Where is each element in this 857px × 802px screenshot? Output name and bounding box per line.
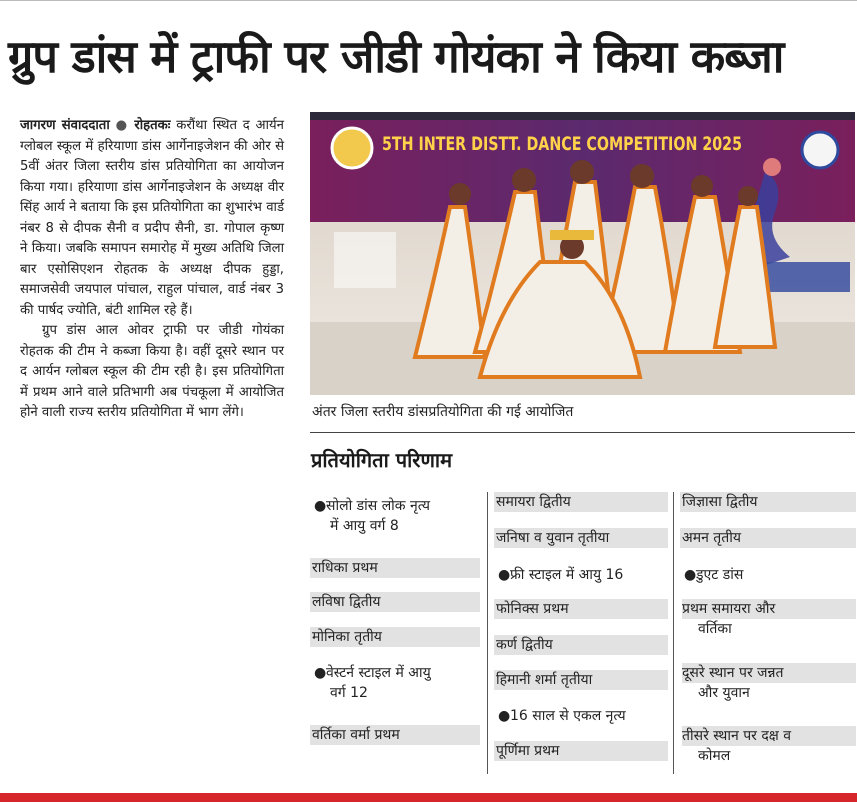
dance-group-photo [310, 112, 855, 395]
result-heading: ●फ्री स्टाइल में आयु 16 [498, 567, 624, 583]
result-row: मोनिका तृतीय [310, 627, 480, 647]
article-paragraph-1 [20, 116, 284, 321]
column-divider [487, 492, 488, 774]
headline: ग्रुप डांस में ट्राफी पर जीडी गोयंका ने किया कब्जा [8, 30, 784, 83]
bullet-icon: ● [498, 708, 511, 724]
result-row: राधिका प्रथम [310, 558, 480, 578]
article-body [20, 116, 284, 424]
result-row: दूसरे स्थान पर जन्नत और युवान [680, 663, 856, 703]
result-row: लविषा द्वितीय [310, 592, 480, 612]
bullet-icon: ● [684, 567, 697, 583]
section-divider [310, 432, 855, 433]
results-title: प्रतियोगिता परिणाम [311, 448, 453, 472]
result-row: हिमानी शर्मा तृतीया [494, 670, 668, 690]
result-row: फोनिक्स प्रथम [494, 599, 668, 619]
result-heading: ●सोलो डांस लोक नृत्य में आयु वर्ग 8 [314, 498, 430, 534]
result-row: पूर्णिमा प्रथम [494, 741, 668, 761]
bottom-accent-bar [0, 793, 857, 802]
result-heading: ●वेस्टर्न स्टाइल में आयु वर्ग 12 [314, 665, 431, 701]
byline: जागरण संवाददाता [20, 118, 110, 133]
top-clipped-strip [0, 0, 857, 8]
result-row: वर्तिका वर्मा प्रथम [310, 725, 480, 745]
result-row: समायरा द्वितीय [494, 492, 668, 512]
article-paragraph-2: ग्रुप डांस आल ओवर ट्राफी पर जीडी गोयंका रोहतक की टीम ने कब्जा किया है। वहीं दूसरे स्थान पर द आर्यन ग्लोबल स्कूल की टीम रही है। इस प्रतियोगिता में प्रथम आने वाले प्रतिभागी अब पंचकूला में आयोजित होने वाली राज्य स्तरीय प्रतियोगिता में भाग लेंगे। [20, 323, 284, 420]
result-heading: ●16 साल से एकल नृत्य [498, 708, 626, 724]
paragraph-1-text: करौंथा स्थित द आर्यन ग्लोबल स्कूल में हरियाणा डांस आर्गेनाइजेशन की ओर से 5वीं अंतर जिला स्तरीय डांस प्रतियोगिता का आयोजन किया गया। हरियाणा डांस आर्गेनाइजेशन के अध्यक्ष वीर सिंह आर्य ने बताया कि इस प्रतियोगिता का शुभारंभ वार्ड नंबर 8 से दीपक सैनी व प्रदीप सैनी, डा. गोपाल कृष्ण ने किया। जबकि समापन समारोह में मुख्य अतिथि जिला बार एसोसिएशन रोहतक के अध्यक्ष दीपक हुड्डा, समाजसेवी जयपाल पांचाल, राहुल पांचाल, वार्ड नंबर 3 की पार्षद ज्योति, बंटी शामिल रहे हैं। [20, 118, 284, 318]
photo-caption: अंतर जिला स्तरीय डांसप्रतियोगिता की गई आयोजित [312, 404, 574, 420]
column-divider [673, 492, 674, 774]
result-row: तीसरे स्थान पर दक्ष व कोमल [680, 726, 856, 766]
bullet-dot: ● [115, 118, 129, 133]
news-photo [310, 112, 855, 395]
bullet-icon: ● [498, 567, 511, 583]
result-row: अमन तृतीय [680, 528, 856, 548]
bullet-icon: ● [314, 665, 327, 681]
result-row: प्रथम समायरा और वर्तिका [680, 599, 856, 639]
bullet-icon: ● [314, 498, 327, 514]
photo-banner-text: 5TH INTER DISTT. DANCE COMPETITION 2025 [382, 133, 742, 155]
result-row: कर्ण द्वितीय [494, 635, 668, 655]
result-row: जनिषा व युवान तृतीया [494, 528, 668, 548]
result-row: जिज्ञासा द्वितीय [680, 492, 856, 512]
result-heading: ●डुएट डांस [684, 567, 744, 583]
dateline-place: रोहतकः [134, 118, 171, 133]
